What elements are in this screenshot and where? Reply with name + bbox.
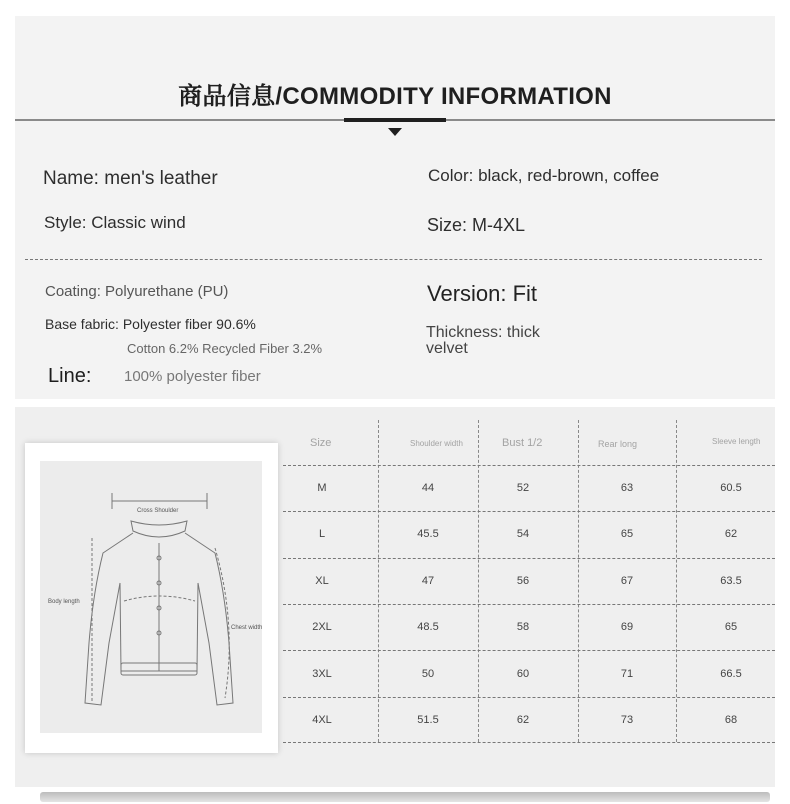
- measure-cell: 65: [724, 621, 738, 633]
- jacket-diagram: [25, 443, 278, 753]
- info-size: Size: M-4XL: [427, 215, 526, 235]
- table-col-divider: [578, 420, 579, 742]
- size-cell: XL: [315, 575, 329, 587]
- measure-cell: 73: [620, 714, 634, 726]
- info-name: Name: men's leather: [43, 168, 218, 189]
- chest-width-label: Chest width: [231, 625, 263, 631]
- size-cell: 3XL: [312, 668, 332, 680]
- measure-cell: 44: [421, 482, 435, 494]
- measure-cell: 60.5: [720, 482, 742, 494]
- measure-cell: 66.5: [720, 668, 742, 680]
- measure-cell: 45.5: [417, 528, 439, 540]
- page-title: 商品信息/COMMODITY INFORMATION: [178, 83, 612, 110]
- info-divider: [25, 259, 762, 260]
- measure-cell: 71: [620, 668, 634, 680]
- info-thickness: Thickness: thick: [426, 324, 540, 341]
- measure-cell: 50: [421, 668, 435, 680]
- info-base-fabric: Base fabric: Polyester fiber 90.6%: [45, 316, 256, 332]
- measure-cell: 58: [516, 621, 530, 633]
- size-cell: 2XL: [312, 621, 332, 633]
- info-base-fabric-cont: Cotton 6.2% Recycled Fiber 3.2%: [127, 341, 323, 356]
- measure-cell: 63.5: [720, 575, 742, 587]
- table-header-bust: Bust 1/2: [502, 437, 543, 449]
- measure-cell: 67: [620, 575, 634, 587]
- body-length-label: Body length: [48, 599, 80, 605]
- size-cell: 4XL: [312, 714, 332, 726]
- cross-shoulder-label: Cross Shoulder: [137, 508, 179, 514]
- measure-cell: 60: [516, 668, 530, 680]
- info-coating: Coating: Polyurethane (PU): [45, 283, 229, 300]
- table-row-divider: [283, 465, 775, 466]
- table-row-divider: [283, 650, 775, 651]
- info-line-value: 100% polyester fiber: [124, 368, 261, 385]
- size-cell: L: [318, 528, 326, 540]
- table-header-rear: Rear long: [598, 439, 638, 449]
- info-thickness-cont: velvet: [426, 340, 468, 357]
- measure-cell: 62: [724, 528, 738, 540]
- table-row-divider: [283, 742, 775, 743]
- info-line-label: Line:: [48, 365, 92, 387]
- measure-cell: 48.5: [417, 621, 439, 633]
- table-col-divider: [676, 420, 677, 742]
- measure-cell: 62: [516, 714, 530, 726]
- info-version: Version: Fit: [427, 281, 538, 306]
- table-col-divider: [478, 420, 479, 742]
- table-row-divider: [283, 604, 775, 605]
- measure-cell: 51.5: [417, 714, 439, 726]
- measure-cell: 47: [421, 575, 435, 587]
- title-rule-accent: [344, 118, 446, 122]
- jacket-collar: [131, 521, 187, 537]
- table-col-divider: [378, 420, 379, 742]
- info-color: Color: black, red-brown, coffee: [428, 166, 660, 185]
- size-cell: M: [317, 482, 327, 494]
- table-row-divider: [283, 511, 775, 512]
- table-header-shoulder: Shoulder width: [410, 439, 463, 448]
- measure-cell: 65: [620, 528, 634, 540]
- table-row-divider: [283, 558, 775, 559]
- table-row-divider: [283, 697, 775, 698]
- bottom-shadow: [40, 792, 770, 802]
- down-triangle-icon: [388, 128, 402, 136]
- jacket-diagram-card: [25, 443, 278, 753]
- measure-cell: 56: [516, 575, 530, 587]
- table-header-sleeve: Sleeve length: [712, 437, 761, 446]
- info-style: Style: Classic wind: [44, 213, 186, 232]
- table-header-size: Size: [310, 437, 332, 449]
- measure-cell: 63: [620, 482, 634, 494]
- measure-cell: 69: [620, 621, 634, 633]
- jacket-right-sleeve: [185, 533, 233, 705]
- measure-cell: 68: [724, 714, 738, 726]
- measure-cell: 52: [516, 482, 530, 494]
- measure-cell: 54: [516, 528, 530, 540]
